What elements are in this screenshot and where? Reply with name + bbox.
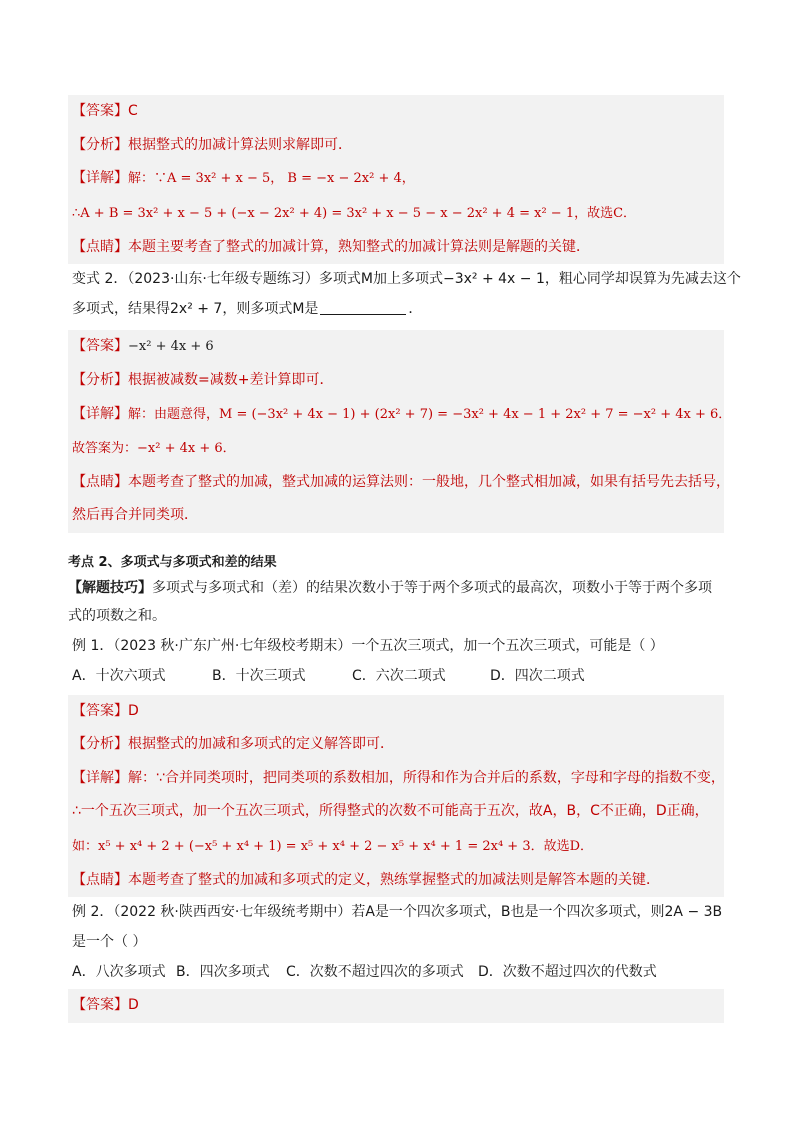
comment-text: 本题考查了整式的加减，整式加减的运算法则：一般地，几个整式相加减，如果有括号先去括号， bbox=[128, 473, 730, 490]
option-a: A．八次多项式 bbox=[72, 964, 166, 980]
detail-tag: 【详解】 bbox=[72, 406, 128, 422]
variant-question-text: 多项式，结果得2x² + 7，则多项式M是 bbox=[72, 301, 319, 317]
analysis-tag: 【分析】 bbox=[72, 736, 128, 752]
comment-text: 本题主要考查了整式的加减计算，熟知整式的加减计算法则是解题的关键． bbox=[128, 238, 590, 255]
analysis-tag: 【分析】 bbox=[72, 136, 128, 153]
comment-tag: 【点睛】 bbox=[72, 473, 128, 490]
comment-tag: 【点睛】 bbox=[72, 871, 128, 888]
tip-line-2: 式的项数之和。 bbox=[68, 607, 166, 624]
solution-block-3 bbox=[68, 695, 724, 898]
document-page bbox=[68, 95, 741, 1023]
answer-line bbox=[68, 95, 724, 129]
analysis-text: 根据整式的加减计算法则求解即可． bbox=[128, 136, 352, 153]
comment-text: 本题考查了整式的加减和多项式的定义，熟练掌握整式的加减法则是解答本题的关键． bbox=[128, 871, 660, 888]
example-1-options bbox=[68, 661, 724, 691]
comment-line bbox=[68, 231, 724, 265]
option-c: C．次数不超过四次的多项式 bbox=[286, 964, 464, 980]
analysis-line bbox=[68, 129, 724, 163]
comment-tag: 【点睛】 bbox=[72, 238, 128, 255]
detail-line bbox=[68, 162, 724, 196]
answer-line bbox=[68, 989, 724, 1023]
solution-block-1 bbox=[68, 95, 724, 264]
option-a: A．十次六项式 bbox=[72, 667, 166, 684]
conclusion-text: 故答案为：−x² + 4x + 6． bbox=[72, 441, 236, 456]
option-b: B．十次三项式 bbox=[212, 667, 306, 684]
solution-block-4 bbox=[68, 989, 724, 1023]
answer-tag: 【答案】 bbox=[72, 702, 128, 719]
analysis-tag: 【分析】 bbox=[72, 371, 128, 388]
detail-line bbox=[68, 762, 724, 796]
option-d: D．四次二项式 bbox=[490, 667, 585, 684]
comment-line bbox=[68, 864, 724, 898]
answer-value: C bbox=[128, 103, 138, 119]
example-2-question-2: 是一个（ ） bbox=[72, 934, 147, 950]
answer-line bbox=[68, 695, 724, 729]
detail-tag: 【详解】 bbox=[72, 769, 128, 786]
option-c: C．六次二项式 bbox=[352, 667, 446, 684]
analysis-text: 根据被减数=减数+差计算即可． bbox=[128, 371, 334, 388]
answer-value: −x² + 4x + 6 bbox=[128, 339, 214, 354]
tip-text: 多项式与多项式和（差）的结果次数小于等于两个多项式的最高次，项数小于等于两个多项 bbox=[152, 579, 712, 596]
answer-value: D bbox=[128, 997, 139, 1013]
answer-blank bbox=[320, 300, 406, 315]
answer-tag: 【答案】 bbox=[72, 997, 128, 1013]
detail-line bbox=[68, 397, 732, 432]
option-d: D．次数不超过四次的代数式 bbox=[478, 964, 657, 980]
variant-question-end: ． bbox=[408, 301, 423, 317]
analysis-line bbox=[68, 728, 724, 762]
example-1-question: 例 1．（2023 秋·广东广州·七年级校考期末）一个五次三项式，加一个五次三项式，可能是（ ） bbox=[72, 637, 664, 654]
comment-line-2: 然后再合并同类项． bbox=[72, 507, 198, 523]
variant-question-line-2 bbox=[68, 294, 724, 324]
detail-formula-line: ∴A + B = 3x² + x − 5 + (−x − 2x² + 4) = 3x² + x − 5 − x − 2x² + 4 = x² − 1，故选C． bbox=[72, 205, 637, 221]
conclusion-line bbox=[68, 432, 724, 466]
answer-tag: 【答案】 bbox=[72, 103, 128, 119]
detail-text: 解：∵合并同类项时，把同类项的系数相加，所得和作为合并后的系数，字母和字母的指数不变， bbox=[128, 769, 725, 786]
tip-line bbox=[68, 575, 724, 601]
example-2-question: 例 2．（2022 秋·陕西西安·七年级统考期中）若A是一个四次多项式，B也是一个四次多项式，则2A − 3B bbox=[72, 904, 723, 920]
variant-question-line: 变式 2．（2023·山东·七年级专题练习）多项式M加上多项式−3x² + 4x − 1，粗心同学却误算为先减去这个 bbox=[72, 271, 741, 287]
detail-formula-line: 如：x⁵ + x⁴ + 2 + (−x⁵ + x⁴ + 1) = x⁵ + x⁴ + 2 − x⁵ + x⁴ + 1 = 2x⁴ + 3．故选D． bbox=[72, 838, 594, 854]
detail-text: 解：由题意得，M = (−3x² + 4x − 1) + (2x² + 7) = −3x² + 4x − 1 + 2x² + 7 = −x² + 4x + 6． bbox=[128, 407, 732, 422]
analysis-line bbox=[68, 364, 724, 398]
option-b: B．四次多项式 bbox=[176, 964, 270, 980]
analysis-text: 根据整式的加减和多项式的定义解答即可． bbox=[128, 736, 394, 752]
section-heading: 考点 2、多项式与多项式和差的结果 bbox=[68, 554, 277, 570]
detail-tag: 【详解】 bbox=[72, 170, 128, 186]
example-2-options bbox=[68, 957, 724, 987]
comment-line bbox=[68, 466, 730, 500]
answer-line bbox=[68, 330, 724, 364]
tip-tag: 【解题技巧】 bbox=[68, 579, 152, 596]
answer-value: D bbox=[128, 702, 139, 719]
solution-block-2 bbox=[68, 330, 732, 533]
detail-text: 解：∵A = 3x² + x − 5， B = −x − 2x² + 4， bbox=[128, 171, 415, 186]
detail-line-2: ∴一个五次三项式，加一个五次三项式，所得整式的次数不可能高于五次，故A，B，C不正确，D正确， bbox=[72, 803, 709, 819]
answer-tag: 【答案】 bbox=[72, 338, 128, 354]
